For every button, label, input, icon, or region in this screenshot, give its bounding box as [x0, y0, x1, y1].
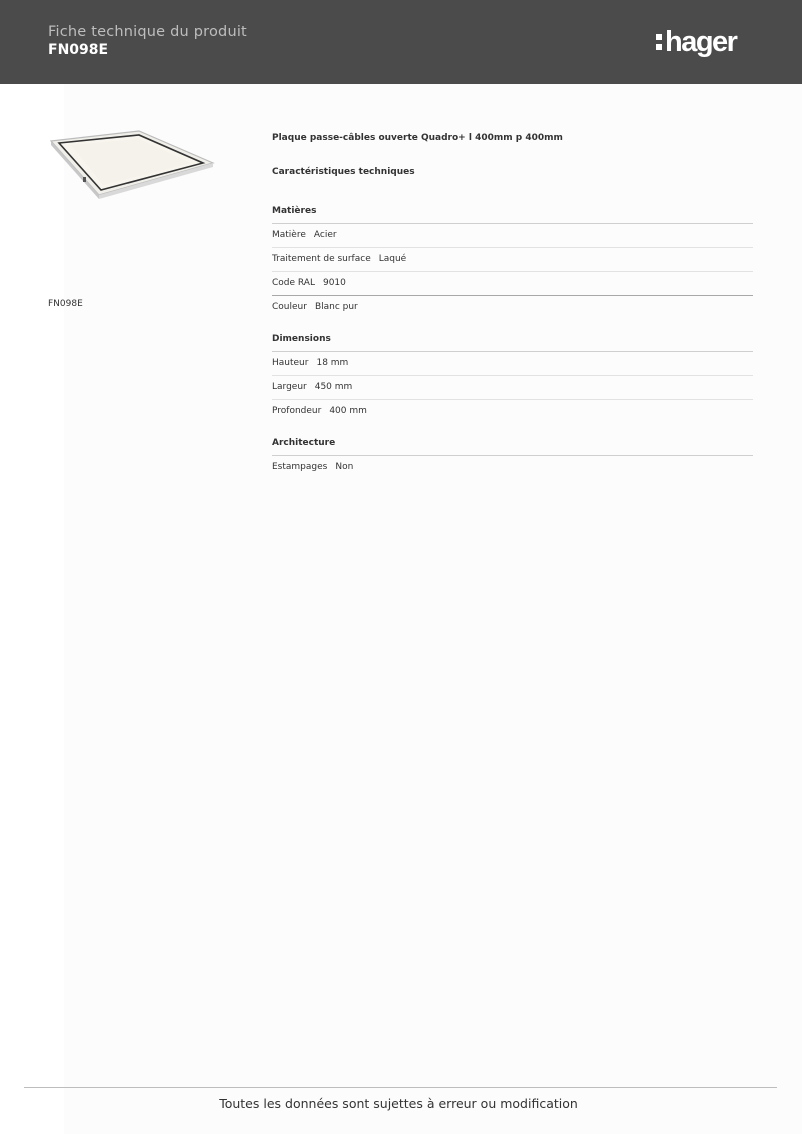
page-header: [0, 0, 802, 84]
spec-row: [272, 224, 753, 248]
spec-label: Couleur: [272, 302, 307, 312]
footer-disclaimer: Toutes les données sont sujettes à erreur ou modification: [219, 1096, 578, 1111]
header-subtitle: Fiche technique du produit: [48, 24, 247, 40]
spec-label: Profondeur: [272, 406, 322, 416]
product-details: [272, 133, 753, 479]
logo-colon-icon: [656, 32, 662, 52]
spec-row: [272, 376, 753, 400]
spec-label: Largeur: [272, 382, 307, 392]
header-product-code: FN098E: [48, 42, 109, 58]
spec-value: 18 mm: [316, 358, 349, 368]
spec-row: [272, 248, 753, 272]
spec-group-dimensions: [272, 334, 753, 423]
spec-value: 9010: [322, 278, 346, 288]
product-title: Plaque passe-câbles ouverte Quadro+ l 400mm p 400mm: [272, 133, 563, 143]
spec-value: Acier: [313, 230, 337, 240]
spec-label: Hauteur: [272, 358, 309, 368]
spec-label: Estampages: [272, 462, 328, 472]
spec-label: Matière: [272, 230, 306, 240]
hager-logo: [656, 22, 736, 62]
spec-group-title: Matières: [272, 206, 753, 224]
spec-value: Blanc pur: [314, 302, 358, 312]
spec-group-title: Dimensions: [272, 334, 753, 352]
spec-row: [272, 272, 753, 296]
spec-group-title: Architecture: [272, 438, 753, 456]
spec-group-materials: [272, 206, 753, 319]
logo-wordmark: hager: [665, 25, 737, 58]
spec-value: Laqué: [378, 254, 407, 264]
spec-row: [272, 400, 753, 423]
spec-value: Non: [335, 462, 354, 472]
spec-row: [272, 296, 753, 319]
spec-row: [272, 456, 753, 479]
spec-row: [272, 352, 753, 376]
spec-label: Code RAL: [272, 278, 315, 288]
specs-heading: Caractéristiques techniques: [272, 167, 415, 177]
spec-label: Traitement de surface: [272, 254, 371, 264]
spec-group-architecture: [272, 438, 753, 479]
spec-value: 400 mm: [329, 406, 367, 416]
footer-divider: [24, 1087, 777, 1088]
product-reference: FN098E: [48, 299, 83, 309]
spec-value: 450 mm: [314, 382, 353, 392]
cable-gland-plate-image: [47, 125, 227, 200]
